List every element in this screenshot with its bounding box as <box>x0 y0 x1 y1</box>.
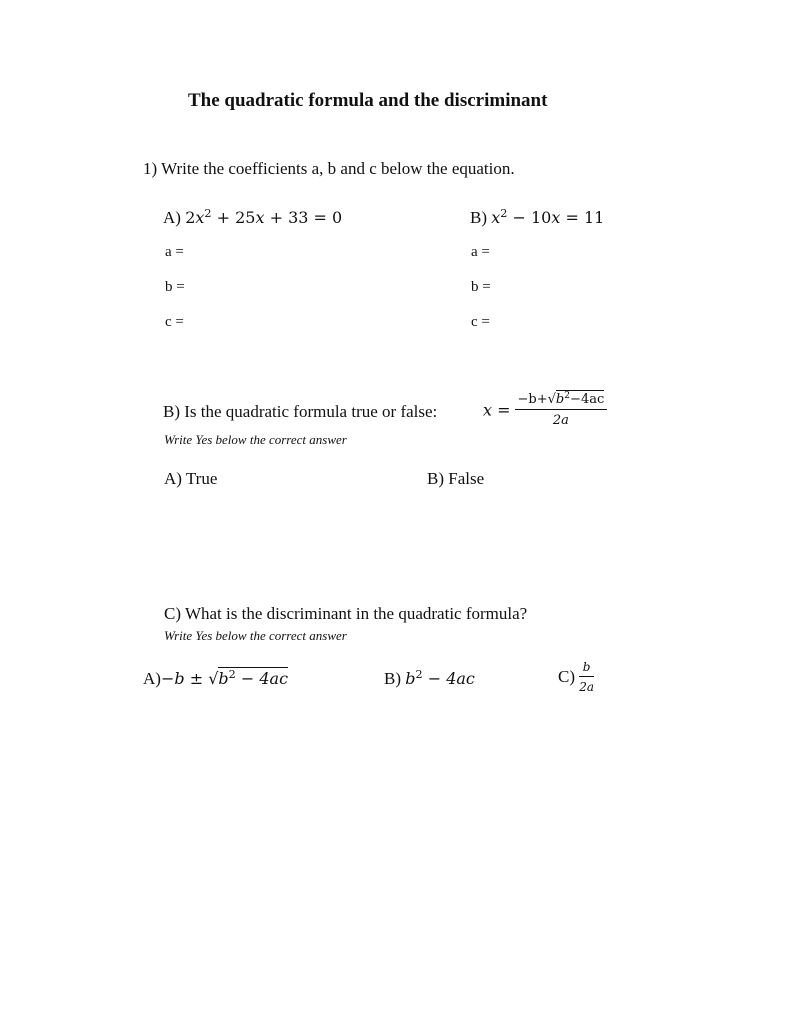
equation-b <box>470 208 604 228</box>
question-1-prompt: 1) Write the coefficients a, b and c below the equation. <box>143 159 515 178</box>
equation-a-label: A) <box>163 208 181 227</box>
answer-option-true: A) True <box>164 469 218 488</box>
option-b-expression: $b^2 - 4ac$ <box>405 667 475 688</box>
question-3-prompt: C) What is the discriminant in the quadratic formula? <box>164 604 528 623</box>
equation-b-coef-c: c = <box>471 314 490 330</box>
quadratic-formula <box>483 392 607 428</box>
question-2-prompt: B) Is the quadratic formula true or false: <box>163 402 438 421</box>
equation-b-coef-b: b = <box>471 279 491 295</box>
formula-numerator: $-b+√b^2-4ac$ <box>515 392 608 410</box>
answer-option-false: B) False <box>427 469 485 488</box>
equation-b-expression: $x^2 - 10x = 11$ <box>491 206 605 227</box>
question-2-instruction: Write Yes below the correct answer <box>164 432 347 447</box>
formula-lhs: x = <box>483 400 511 420</box>
discriminant-option-c <box>558 660 594 694</box>
equation-b-label: B) <box>470 208 487 227</box>
option-c-label: C) <box>558 667 575 686</box>
question-3-instruction: Write Yes below the correct answer <box>164 628 347 643</box>
formula-denominator: 2a <box>552 413 569 428</box>
option-c-numerator: b <box>579 660 594 677</box>
option-a-label: A) <box>143 669 161 688</box>
option-c-denominator: 2a <box>579 680 595 694</box>
equation-a-coef-a: a = <box>165 244 184 260</box>
equation-b-coef-a: a = <box>471 244 490 260</box>
equation-a-expression: $2x^2 + 25x + 33 = 0$ <box>185 206 343 227</box>
option-b-label: B) <box>384 669 401 688</box>
page-title: The quadratic formula and the discriminant <box>188 90 548 111</box>
discriminant-option-a <box>143 669 288 689</box>
option-a-expression: $-b \pm √b^2 - 4ac$ <box>160 667 289 688</box>
option-c-fraction <box>579 660 594 694</box>
equation-a <box>163 208 342 228</box>
equation-a-coef-c: c = <box>165 314 184 330</box>
formula-fraction <box>515 392 608 428</box>
discriminant-option-b <box>384 669 475 689</box>
equation-a-coef-b: b = <box>165 279 185 295</box>
